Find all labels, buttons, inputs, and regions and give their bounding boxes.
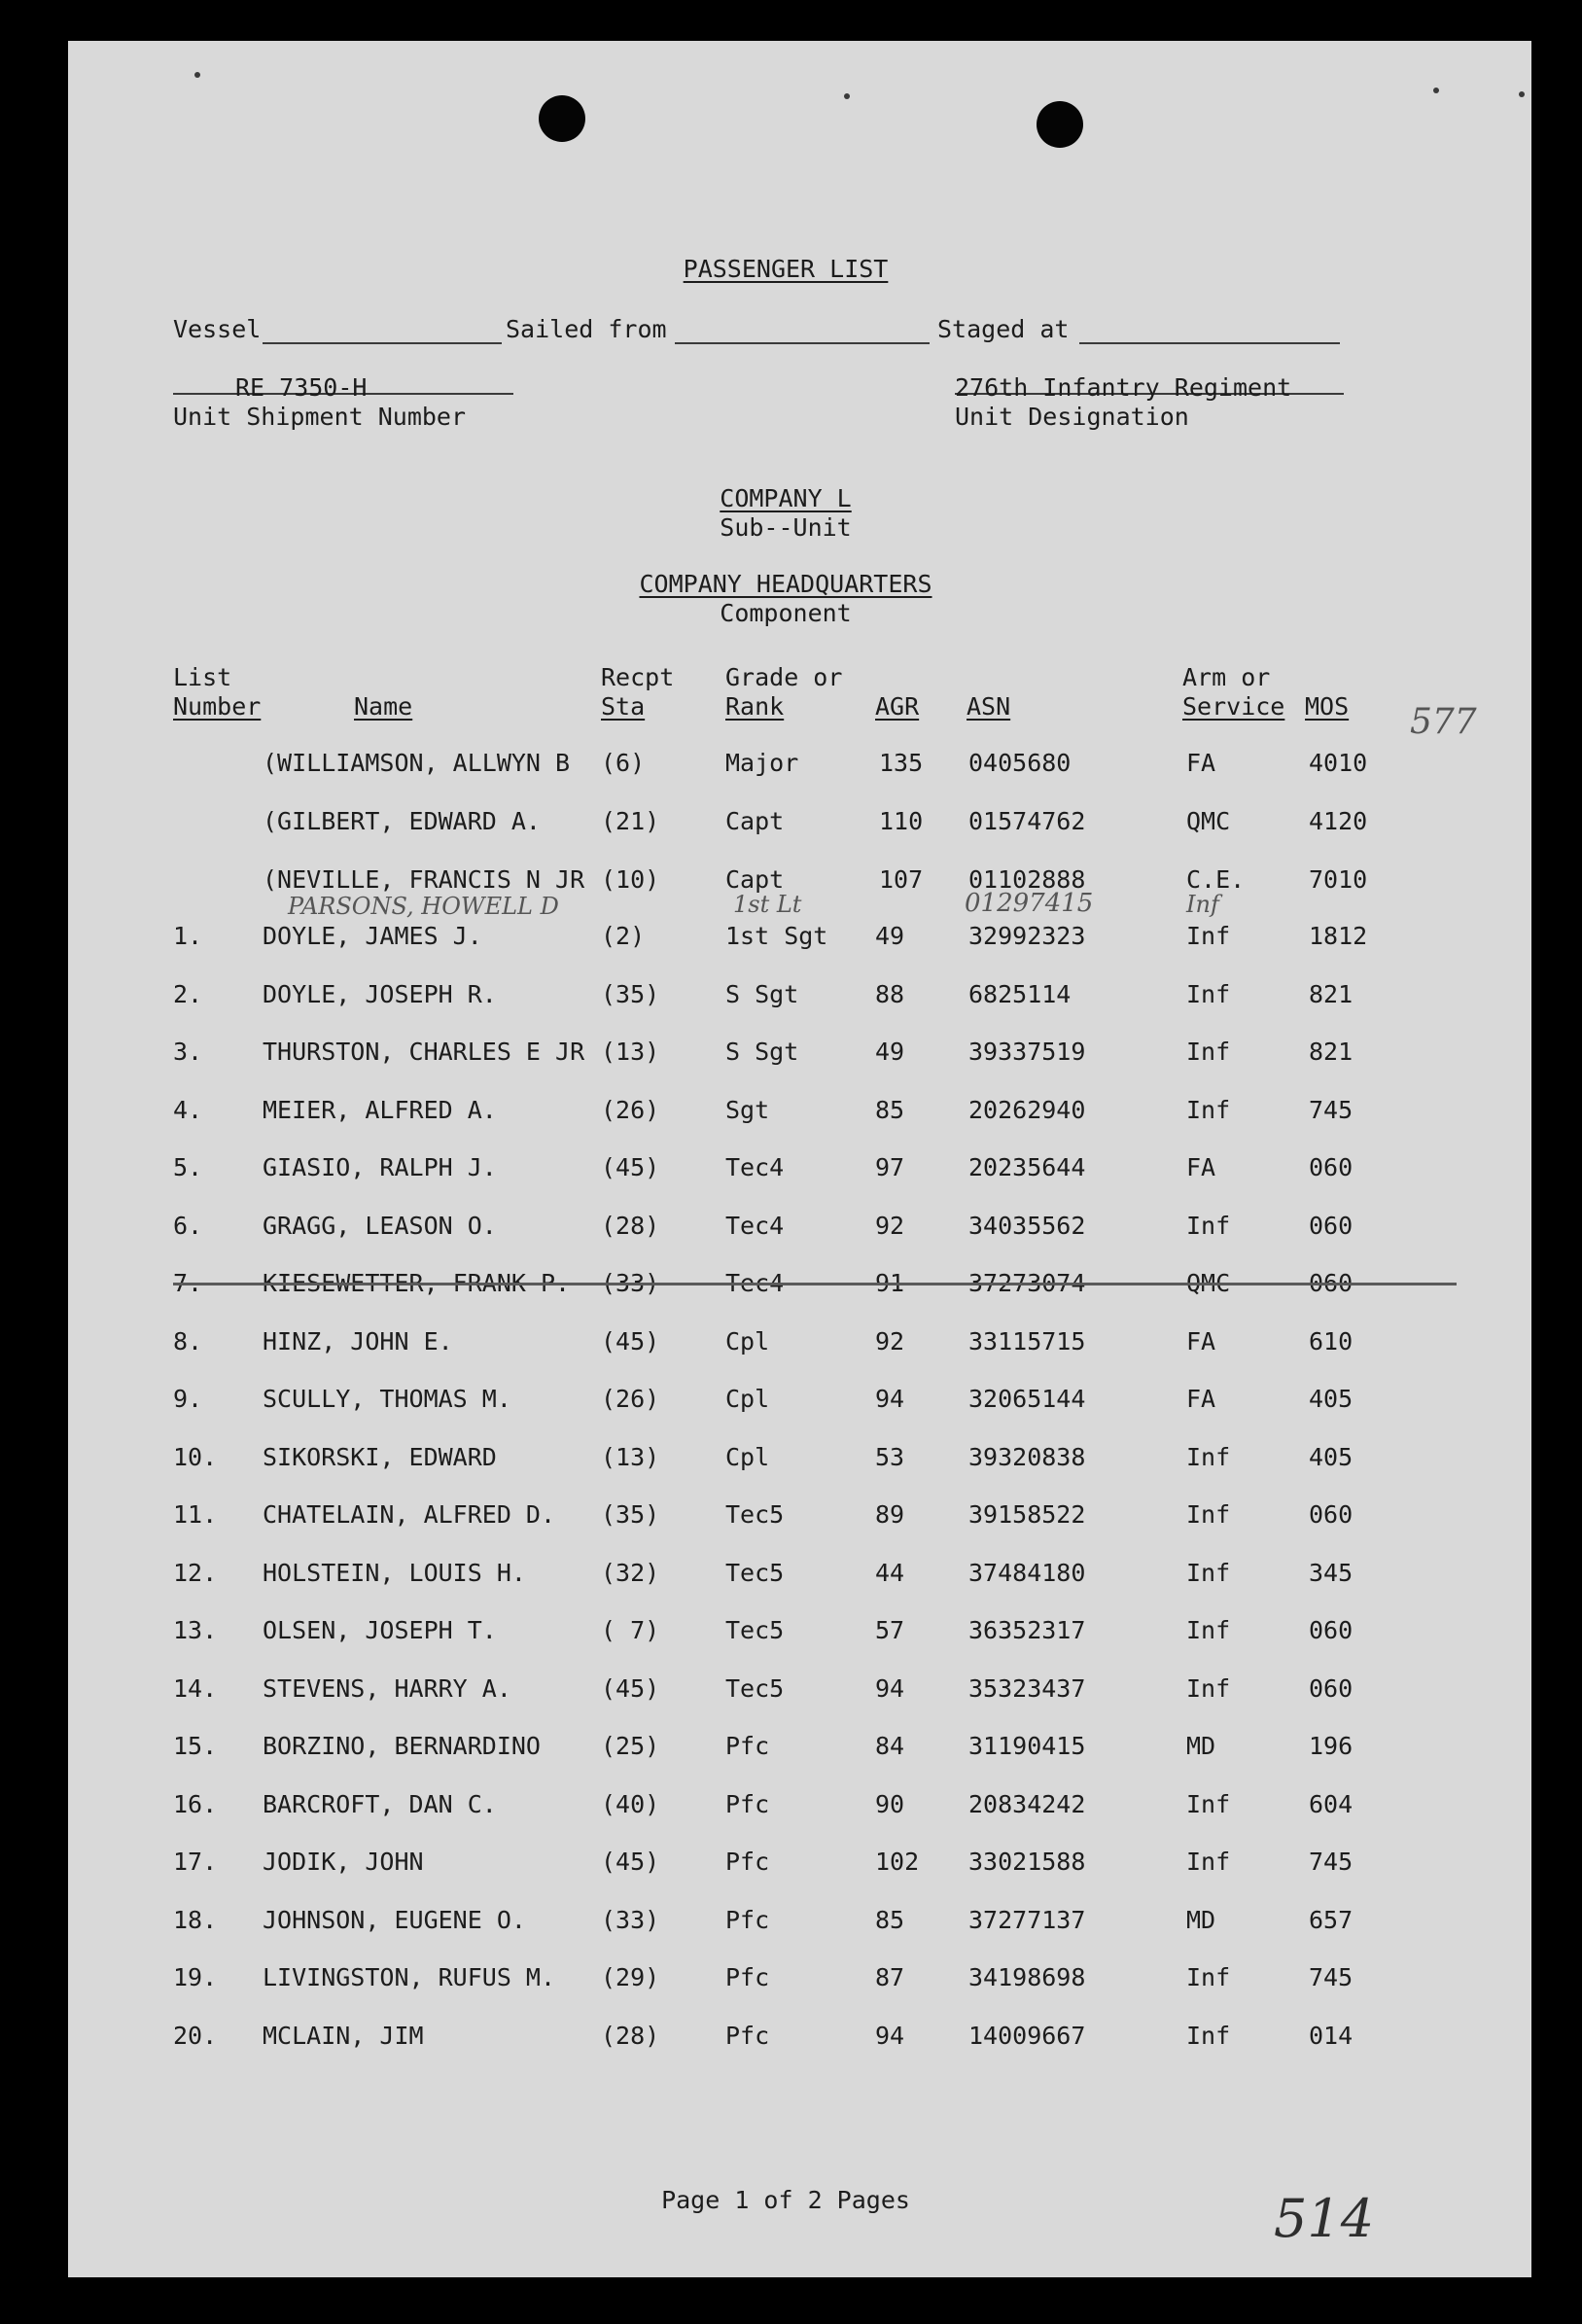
recpt-sta: (33) — [601, 1905, 660, 1934]
passenger-name: MCLAIN, JIM — [263, 2021, 424, 2050]
agr: 94 — [875, 1673, 905, 1703]
handwritten-name: PARSONS, HOWELL D — [288, 893, 559, 920]
asn: 39320838 — [968, 1442, 1086, 1471]
specks — [194, 72, 200, 78]
arm-service: Inf — [1186, 2021, 1231, 2050]
grade: Tec5 — [725, 1616, 785, 1644]
passenger-name: HINZ, JOHN E. — [263, 1326, 453, 1356]
asn: 32992323 — [968, 922, 1086, 950]
col-agr-label: AGR — [875, 692, 920, 721]
row-number: 11. — [173, 1500, 218, 1529]
officer-grade: Capt — [725, 865, 785, 894]
agr: 97 — [875, 1153, 905, 1181]
officer-name: (NEVILLE, FRANCIS N JR — [263, 865, 585, 894]
recpt-sta: (33) — [601, 1269, 660, 1297]
recpt-sta: ( 7) — [601, 1616, 660, 1644]
grade: Tec5 — [725, 1500, 785, 1529]
officer-agr: 107 — [879, 865, 924, 894]
grade: Cpl — [725, 1326, 770, 1356]
component-label: Component — [720, 599, 852, 627]
passenger-name: JOHNSON, EUGENE O. — [263, 1905, 526, 1934]
recpt-sta: (32) — [601, 1558, 660, 1587]
passenger-name: GIASIO, RALPH J. — [263, 1153, 497, 1181]
row-number: 10. — [173, 1442, 218, 1471]
agr: 57 — [875, 1616, 905, 1644]
recpt-sta: (25) — [601, 1732, 660, 1760]
mos: 196 — [1309, 1732, 1353, 1760]
passenger-name: LIVINGSTON, RUFUS M. — [263, 1963, 556, 1991]
row-number: 17. — [173, 1848, 218, 1876]
grade: Tec5 — [725, 1673, 785, 1703]
mos: 821 — [1309, 979, 1353, 1008]
officer-agr: 110 — [879, 807, 924, 835]
sub-unit-label: Sub--Unit — [720, 513, 852, 542]
grade: S Sgt — [725, 1038, 799, 1066]
recpt-sta: (45) — [601, 1153, 660, 1181]
grade: Pfc — [725, 2021, 770, 2050]
asn: 37273074 — [968, 1269, 1086, 1297]
recpt-sta: (35) — [601, 1500, 660, 1529]
arm-service: Inf — [1186, 1673, 1231, 1703]
grade: Pfc — [725, 1789, 770, 1818]
arm-service: MD — [1186, 1905, 1216, 1934]
row-number: 5. — [173, 1153, 203, 1181]
handwritten-page-number-top: 577 — [1410, 702, 1477, 742]
row-number: 13. — [173, 1616, 218, 1644]
grade: 1st Sgt — [725, 922, 828, 950]
handwritten-grade: 1st Lt — [733, 891, 802, 918]
officer-asn: 01102888 — [968, 865, 1086, 894]
mos: 014 — [1309, 2021, 1353, 2050]
recpt-sta: (26) — [601, 1385, 660, 1413]
arm-service: Inf — [1186, 1558, 1231, 1587]
row-number: 6. — [173, 1211, 203, 1240]
row-number: 16. — [173, 1789, 218, 1818]
grade: Cpl — [725, 1442, 770, 1471]
row-number: 9. — [173, 1385, 203, 1413]
officer-name: (GILBERT, EDWARD A. — [263, 807, 541, 835]
row-number: 2. — [173, 979, 203, 1008]
officer-sta: (21) — [601, 807, 660, 835]
asn: 37277137 — [968, 1905, 1086, 1934]
row-number: 4. — [173, 1095, 203, 1124]
specks — [844, 93, 850, 99]
staged-at-label: Staged at — [937, 315, 1070, 343]
officer-arm: C.E. — [1186, 865, 1246, 894]
arm-service: Inf — [1186, 979, 1231, 1008]
agr: 89 — [875, 1500, 905, 1529]
vessel-label: Vessel — [173, 315, 262, 343]
recpt-sta: (13) — [601, 1442, 660, 1471]
agr: 87 — [875, 1963, 905, 1991]
asn: 36352317 — [968, 1616, 1086, 1644]
asn: 20262940 — [968, 1095, 1086, 1124]
punch-hole-left — [539, 95, 585, 142]
asn: 34198698 — [968, 1963, 1086, 1991]
unit-designation: 276th Infantry Regiment — [955, 373, 1292, 402]
officer-sta: (10) — [601, 865, 660, 894]
recpt-sta: (13) — [601, 1038, 660, 1066]
sailed-from-field-line — [675, 342, 930, 344]
asn: 20834242 — [968, 1789, 1086, 1818]
row-number: 18. — [173, 1905, 218, 1934]
officer-arm: QMC — [1186, 807, 1231, 835]
grade: Pfc — [725, 1732, 770, 1760]
grade: Cpl — [725, 1385, 770, 1413]
unit-shipment-number: RE 7350-H — [235, 373, 368, 402]
arm-service: Inf — [1186, 1616, 1231, 1644]
col-name-label: Name — [354, 692, 413, 721]
asn: 6825114 — [968, 979, 1072, 1008]
asn: 34035562 — [968, 1211, 1086, 1240]
arm-service: Inf — [1186, 1848, 1231, 1876]
officer-grade: Capt — [725, 807, 785, 835]
agr: 85 — [875, 1095, 905, 1124]
recpt-sta: (2) — [601, 922, 646, 950]
asn: 35323437 — [968, 1673, 1086, 1703]
row-number: 8. — [173, 1326, 203, 1356]
handwritten-page-number-bottom: 514 — [1274, 2188, 1375, 2249]
asn: 32065144 — [968, 1385, 1086, 1413]
agr: 92 — [875, 1211, 905, 1240]
col-recpt-label: Recpt — [601, 663, 675, 691]
grade: Pfc — [725, 1963, 770, 1991]
row-number: 12. — [173, 1558, 218, 1587]
specks — [1519, 91, 1525, 97]
passenger-name: DOYLE, JOSEPH R. — [263, 979, 497, 1008]
col-list-label: List — [173, 663, 232, 691]
row-number: 20. — [173, 2021, 218, 2050]
passenger-name: STEVENS, HARRY A. — [263, 1673, 511, 1703]
col-mos-label: MOS — [1305, 692, 1350, 721]
recpt-sta: (28) — [601, 1211, 660, 1240]
grade: Pfc — [725, 1905, 770, 1934]
recpt-sta: (45) — [601, 1673, 660, 1703]
arm-service: Inf — [1186, 922, 1231, 950]
recpt-sta: (45) — [601, 1326, 660, 1356]
officer-grade: Major — [725, 749, 799, 777]
mos: 060 — [1309, 1500, 1353, 1529]
recpt-sta: (40) — [601, 1789, 660, 1818]
row-number: 15. — [173, 1732, 218, 1760]
mos: 745 — [1309, 1095, 1353, 1124]
mos: 610 — [1309, 1326, 1353, 1356]
agr: 94 — [875, 1385, 905, 1413]
arm-service: FA — [1186, 1153, 1216, 1181]
row-number: 14. — [173, 1673, 218, 1703]
asn: 33021588 — [968, 1848, 1086, 1876]
col-sta-label: Sta — [601, 692, 646, 721]
sailed-from-label: Sailed from — [506, 315, 667, 343]
recpt-sta: (28) — [601, 2021, 660, 2050]
asn: 14009667 — [968, 2021, 1086, 2050]
agr: 92 — [875, 1326, 905, 1356]
unit-shipment-label: Unit Shipment Number — [173, 403, 467, 431]
agr: 53 — [875, 1442, 905, 1471]
arm-service: Inf — [1186, 1789, 1231, 1818]
grade: Tec4 — [725, 1269, 785, 1297]
grade: Tec5 — [725, 1558, 785, 1587]
grade: Tec4 — [725, 1153, 785, 1181]
mos: 060 — [1309, 1211, 1353, 1240]
recpt-sta: (26) — [601, 1095, 660, 1124]
handwritten-arm: Inf — [1186, 891, 1219, 918]
arm-service: FA — [1186, 1385, 1216, 1413]
asn: 39337519 — [968, 1038, 1086, 1066]
col-rank-label: Rank — [725, 692, 785, 721]
agr: 49 — [875, 922, 905, 950]
staged-at-field-line — [1079, 342, 1340, 344]
mos: 745 — [1309, 1963, 1353, 1991]
arm-service: FA — [1186, 1326, 1216, 1356]
specks — [1433, 88, 1439, 93]
passenger-name: JODIK, JOHN — [263, 1848, 424, 1876]
agr: 91 — [875, 1269, 905, 1297]
component: COMPANY HEADQUARTERS — [639, 570, 932, 598]
recpt-sta: (45) — [601, 1848, 660, 1876]
passenger-name: BORZINO, BERNARDINO — [263, 1732, 541, 1760]
asn: 33115715 — [968, 1326, 1086, 1356]
asn: 37484180 — [968, 1558, 1086, 1587]
col-asn-label: ASN — [967, 692, 1011, 721]
col-grade-label: Grade or — [725, 663, 843, 691]
mos: 745 — [1309, 1848, 1353, 1876]
handwritten-asn: 01297415 — [965, 889, 1094, 918]
mos: 1812 — [1309, 922, 1368, 950]
passenger-name: CHATELAIN, ALFRED D. — [263, 1500, 556, 1529]
officer-asn: 01574762 — [968, 807, 1086, 835]
document-page — [68, 41, 1531, 2277]
officer-arm: FA — [1186, 749, 1216, 777]
officer-agr: 135 — [879, 749, 924, 777]
passenger-name: THURSTON, CHARLES E JR — [263, 1038, 585, 1066]
agr: 49 — [875, 1038, 905, 1066]
col-arm-label: Arm or — [1182, 663, 1271, 691]
officer-mos: 4120 — [1309, 807, 1368, 835]
mos: 060 — [1309, 1673, 1353, 1703]
arm-service: Inf — [1186, 1038, 1231, 1066]
agr: 84 — [875, 1732, 905, 1760]
passenger-name: HOLSTEIN, LOUIS H. — [263, 1558, 526, 1587]
asn: 39158522 — [968, 1500, 1086, 1529]
mos: 345 — [1309, 1558, 1353, 1587]
officer-mos: 4010 — [1309, 749, 1368, 777]
mos: 060 — [1309, 1616, 1353, 1644]
officer-name: (WILLIAMSON, ALLWYN B — [263, 749, 571, 777]
sub-unit: COMPANY L — [720, 484, 852, 512]
col-number-label: Number — [173, 692, 262, 721]
passenger-name: DOYLE, JAMES J. — [263, 922, 482, 950]
row-number: 19. — [173, 1963, 218, 1991]
agr: 44 — [875, 1558, 905, 1587]
arm-service: Inf — [1186, 1211, 1231, 1240]
mos: 060 — [1309, 1269, 1353, 1297]
grade: S Sgt — [725, 979, 799, 1008]
agr: 102 — [875, 1848, 920, 1876]
arm-service: Inf — [1186, 1963, 1231, 1991]
passenger-name: SCULLY, THOMAS M. — [263, 1385, 511, 1413]
passenger-name: KIESEWETTER, FRANK P. — [263, 1269, 571, 1297]
agr: 88 — [875, 979, 905, 1008]
officer-asn: 0405680 — [968, 749, 1072, 777]
col-service-label: Service — [1182, 692, 1285, 721]
punch-hole-right — [1037, 101, 1083, 148]
mos: 604 — [1309, 1789, 1353, 1818]
grade: Pfc — [725, 1848, 770, 1876]
passenger-name: GRAGG, LEASON O. — [263, 1211, 497, 1240]
recpt-sta: (35) — [601, 979, 660, 1008]
page-indicator: Page 1 of 2 Pages — [661, 2186, 910, 2214]
agr: 85 — [875, 1905, 905, 1934]
grade: Sgt — [725, 1095, 770, 1124]
arm-service: MD — [1186, 1732, 1216, 1760]
mos: 060 — [1309, 1153, 1353, 1181]
arm-service: Inf — [1186, 1500, 1231, 1529]
arm-service: Inf — [1186, 1442, 1231, 1471]
form-title: PASSENGER LIST — [683, 255, 889, 283]
mos: 821 — [1309, 1038, 1353, 1066]
officer-mos: 7010 — [1309, 865, 1368, 894]
row-number: 7. — [173, 1269, 203, 1297]
asn: 31190415 — [968, 1732, 1086, 1760]
mos: 657 — [1309, 1905, 1353, 1934]
row-number: 3. — [173, 1038, 203, 1066]
officer-sta: (6) — [601, 749, 646, 777]
agr: 90 — [875, 1789, 905, 1818]
agr: 94 — [875, 2021, 905, 2050]
grade: Tec4 — [725, 1211, 785, 1240]
mos: 405 — [1309, 1442, 1353, 1471]
mos: 405 — [1309, 1385, 1353, 1413]
asn: 20235644 — [968, 1153, 1086, 1181]
recpt-sta: (29) — [601, 1963, 660, 1991]
row-number: 1. — [173, 922, 203, 950]
arm-service: QMC — [1186, 1269, 1231, 1297]
arm-service: Inf — [1186, 1095, 1231, 1124]
vessel-field-line — [263, 342, 502, 344]
passenger-name: BARCROFT, DAN C. — [263, 1789, 497, 1818]
passenger-name: SIKORSKI, EDWARD — [263, 1442, 497, 1471]
passenger-name: OLSEN, JOSEPH T. — [263, 1616, 497, 1644]
strikethrough-line — [173, 1283, 1457, 1285]
passenger-name: MEIER, ALFRED A. — [263, 1095, 497, 1124]
unit-designation-label: Unit Designation — [955, 403, 1189, 431]
